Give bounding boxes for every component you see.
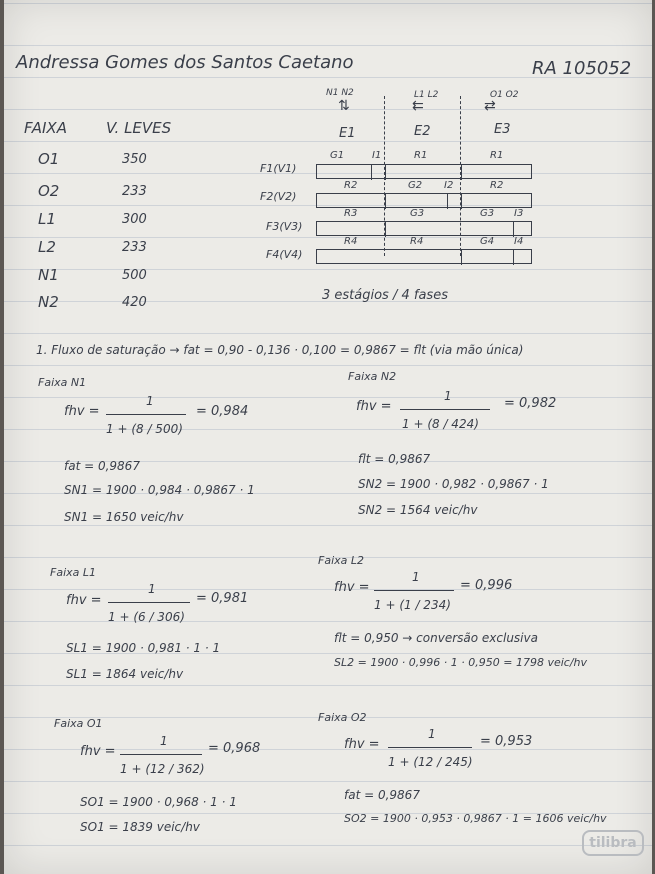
- segment-label: I1: [372, 150, 382, 161]
- diagram-caption: 3 estágios / 4 fases: [322, 288, 448, 303]
- fraction-numerator: 1: [428, 727, 436, 741]
- table-cell-faixa: N1: [38, 266, 59, 284]
- calc-line: fat = 0,9867: [64, 459, 140, 473]
- fraction: [120, 732, 205, 776]
- segment-label: R4: [344, 236, 358, 247]
- segment-label: R3: [344, 208, 358, 219]
- stage-label: E3: [494, 122, 511, 137]
- arrow-up-icon: ⇅: [338, 98, 350, 114]
- calc-line: SO1 = 1900 · 0,968 · 1 · 1: [80, 795, 237, 809]
- segment-label: R1: [414, 150, 428, 161]
- fraction-numerator: 1: [412, 570, 420, 584]
- calc-result: SN1 = 1650 veic/hv: [64, 510, 184, 524]
- fraction-result: = 0,982: [504, 396, 557, 411]
- fraction-numerator: 1: [146, 394, 154, 408]
- phase-label: F3(V3): [266, 220, 303, 233]
- fraction-denominator: 1 + (1 / 234): [374, 598, 451, 612]
- calc-line: flt = 0,950 → conversão exclusiva: [334, 631, 538, 645]
- fraction-result: = 0,981: [196, 591, 249, 606]
- fraction: [400, 387, 490, 431]
- mark-east: L1 L2: [414, 90, 439, 100]
- fraction-denominator: 1 + (12 / 362): [120, 762, 205, 776]
- segment-label: G3: [480, 208, 495, 219]
- table-cell-value: 420: [122, 295, 147, 310]
- brand-logo: tilibra: [582, 830, 644, 856]
- mark-west: O1 O2: [490, 90, 519, 100]
- segment-label: G4: [480, 236, 495, 247]
- calc-result: SL1 = 1864 veic/hv: [66, 667, 184, 681]
- block-title: Faixa O2: [318, 711, 367, 724]
- phase-bar-f2: [316, 193, 532, 208]
- table-header-vleves: V. LEVES: [106, 119, 172, 137]
- fhv-label: fhv =: [334, 580, 370, 595]
- phase-label: F4(V4): [266, 248, 303, 261]
- fhv-label: fhv =: [80, 744, 116, 759]
- segment-label: I4: [514, 236, 524, 247]
- table-cell-value: 233: [122, 184, 147, 199]
- segment-label: R2: [490, 180, 504, 191]
- block-title: Faixa N1: [38, 376, 87, 389]
- table-cell-value: 233: [122, 240, 147, 255]
- table-cell-faixa: O2: [38, 182, 60, 200]
- phase-bar-f1: [316, 164, 532, 179]
- fraction: [106, 392, 186, 436]
- segment-label: R1: [490, 150, 504, 161]
- fraction: [374, 568, 454, 612]
- phase-label: F1(V1): [260, 162, 297, 175]
- table-cell-faixa: O1: [38, 150, 60, 168]
- fraction-denominator: 1 + (12 / 245): [388, 755, 473, 769]
- fraction: [388, 725, 473, 769]
- fhv-label: fhv =: [64, 404, 100, 419]
- segment-label: G2: [408, 180, 423, 191]
- arrow-left-icon: ⇇: [412, 98, 424, 114]
- fhv-label: fhv =: [356, 399, 392, 414]
- student-name: Andressa Gomes dos Santos Caetano: [16, 52, 354, 73]
- table-cell-value: 300: [122, 212, 147, 227]
- calc-line: SN2 = 1900 · 0,982 · 0,9867 · 1: [358, 477, 549, 491]
- fhv-label: fhv =: [66, 593, 102, 608]
- segment-label: G3: [410, 208, 425, 219]
- fraction-result: = 0,953: [480, 734, 533, 749]
- block-title: Faixa O1: [54, 717, 103, 730]
- calc-result: SO2 = 1900 · 0,953 · 0,9867 · 1 = 1606 veic/hv: [344, 812, 607, 825]
- ra-number: RA 105052: [532, 58, 632, 79]
- segment-label: G1: [330, 150, 345, 161]
- block-title: Faixa L1: [50, 566, 96, 579]
- fraction-result: = 0,968: [208, 741, 261, 756]
- fraction-result: = 0,984: [196, 404, 249, 419]
- phase-bar-f4: [316, 249, 532, 264]
- phase-label: F2(V2): [260, 190, 297, 203]
- calc-line: SN1 = 1900 · 0,984 · 0,9867 · 1: [64, 483, 255, 497]
- segment-label: R2: [344, 180, 358, 191]
- fraction-result: = 0,996: [460, 578, 513, 593]
- stage-label: E1: [339, 126, 356, 141]
- section-title: 1. Fluxo de saturação → fat = 0,90 - 0,136 · 0,100 = 0,9867 = flt (via mão única): [36, 343, 524, 357]
- phase-bar-f3: [316, 221, 532, 236]
- segment-label: R4: [410, 236, 424, 247]
- segment-label: I3: [514, 208, 524, 219]
- fraction-numerator: 1: [160, 734, 168, 748]
- block-title: Faixa L2: [318, 554, 364, 567]
- calc-result: SO1 = 1839 veic/hv: [80, 820, 200, 834]
- calc-result: SN2 = 1564 veic/hv: [358, 503, 478, 517]
- table-cell-faixa: N2: [38, 293, 59, 311]
- fraction-numerator: 1: [148, 582, 156, 596]
- notebook-page: [4, 0, 652, 874]
- segment-label: I2: [444, 180, 454, 191]
- fraction-numerator: 1: [444, 389, 452, 403]
- table-cell-faixa: L1: [38, 210, 56, 228]
- calc-line: flt = 0,9867: [358, 452, 431, 466]
- table-cell-value: 500: [122, 268, 147, 283]
- table-header-faixa: FAIXA: [24, 119, 67, 137]
- calc-result: SL2 = 1900 · 0,996 · 1 · 0,950 = 1798 veic/hv: [334, 656, 588, 669]
- calc-line: fat = 0,9867: [344, 788, 420, 802]
- fraction-denominator: 1 + (6 / 306): [108, 610, 185, 624]
- fraction: [108, 580, 190, 624]
- calc-line: SL1 = 1900 · 0,981 · 1 · 1: [66, 641, 221, 655]
- fhv-label: fhv =: [344, 737, 380, 752]
- fraction-denominator: 1 + (8 / 500): [106, 422, 183, 436]
- block-title: Faixa N2: [348, 370, 397, 383]
- fraction-denominator: 1 + (8 / 424): [402, 417, 479, 431]
- arrow-lr-icon: ⇄: [484, 98, 496, 114]
- stage-label: E2: [414, 124, 431, 139]
- mark-north: N1 N2: [326, 88, 354, 98]
- table-cell-value: 350: [122, 152, 147, 167]
- table-cell-faixa: L2: [38, 238, 56, 256]
